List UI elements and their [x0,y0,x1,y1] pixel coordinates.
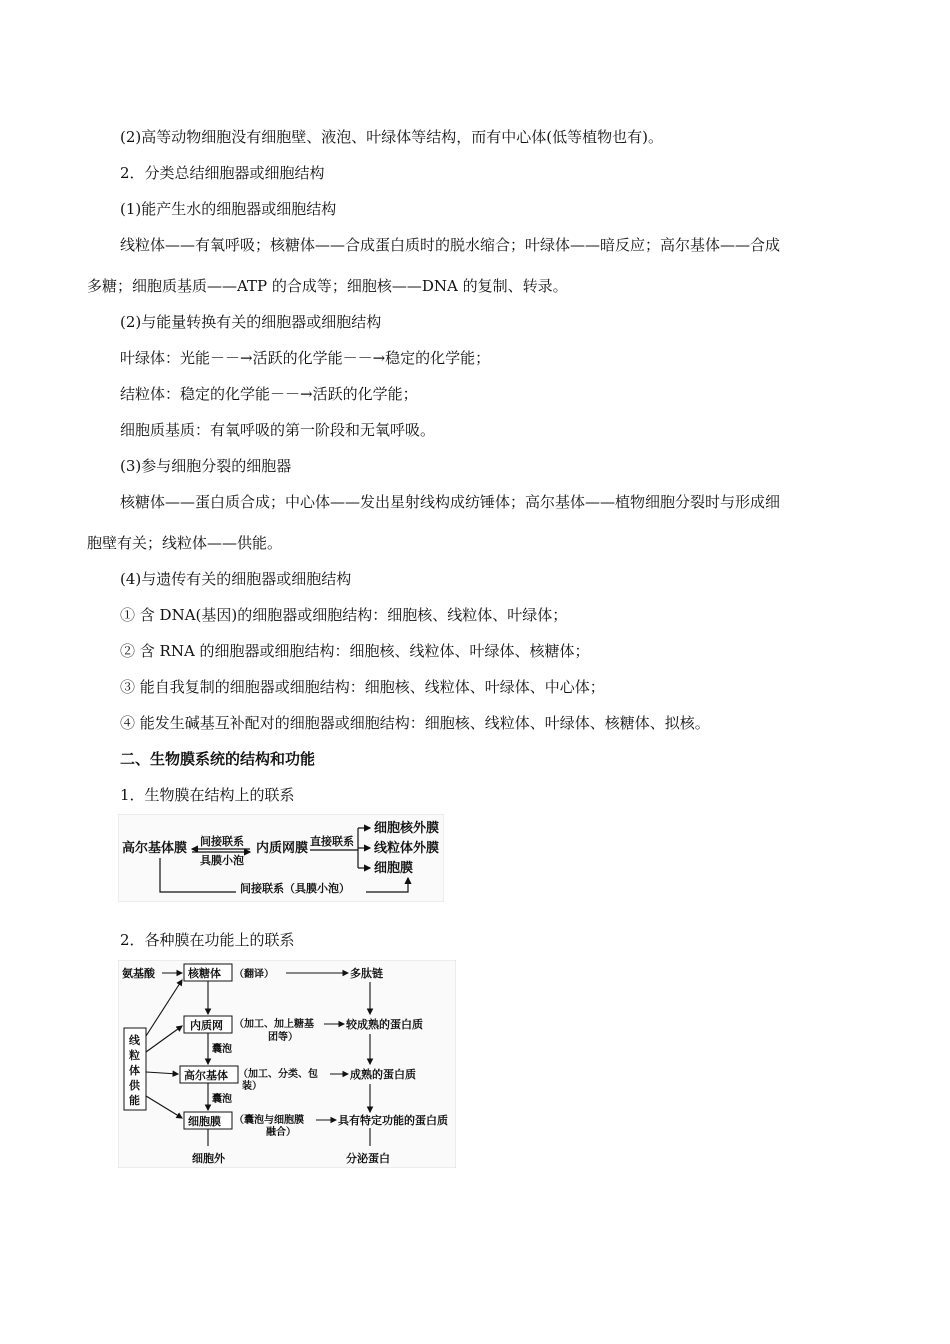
membrane-structure-diagram [118,814,444,902]
indirect-link-label: 间接联系 [200,835,244,848]
mito-membrane-label: 线粒体外膜 [374,841,440,856]
mito-char-2: 粒 [129,1049,140,1062]
amino-acid-label: 氨基酸 [122,967,155,980]
subheading-function: 2．各种膜在功能上的联系 [120,931,295,949]
subheading-water: (1)能产生水的细胞器或细胞结构 [120,200,337,218]
golgi-note-1: （加工、分类、包 [238,1069,318,1080]
list-item-dna: ① 含 DNA(基因)的细胞器或细胞结构：细胞核、线粒体、叶绿体； [120,606,568,624]
nuclear-membrane-label: 细胞核外膜 [374,821,440,836]
list-item-replication: ③ 能自我复制的细胞器或细胞结构：细胞核、线粒体、叶绿体、中心体； [120,678,605,696]
list-item-rna: ② 含 RNA 的细胞器或细胞结构：细胞核、线粒体、叶绿体、核糖体； [120,642,590,660]
mito-char-5: 能 [129,1094,140,1107]
immature-protein-label: 较成熟的蛋白质 [346,1018,423,1031]
vesicle-label: 具膜小泡 [200,854,244,867]
secreted-protein-label: 分泌蛋白 [346,1152,390,1165]
paragraph-cytoplasm: 细胞质基质：有氧呼吸的第一阶段和无氧呼吸。 [120,421,436,439]
er-label: 内质网 [190,1019,223,1032]
subheading-heredity: (4)与遗传有关的细胞器或细胞结构 [120,570,352,588]
polypeptide-label: 多肽链 [350,967,383,980]
golgi-membrane-label: 高尔基体膜 [122,841,188,856]
section-heading-membrane: 二、生物膜系统的结构和功能 [120,750,316,768]
ribosome-label: 核糖体 [188,967,221,980]
bottom-indirect-label: 间接联系（具膜小泡） [240,882,350,895]
list-item-base-pairing: ④ 能发生碱基互补配对的细胞器或细胞结构：细胞核、线粒体、叶绿体、核糖体、拟核。 [120,714,710,732]
paragraph-water-b: 多糖；细胞质基质——ATP 的合成等；细胞核——DNA 的复制、转录。 [87,277,568,295]
subheading-division: (3)参与细胞分裂的细胞器 [120,457,292,475]
er-note-1: （加工、加上糖基 [234,1019,314,1030]
direct-link-label: 直接联系 [310,835,354,848]
golgi-note-2: 装） [242,1081,262,1092]
paragraph-mitochondria: 结粒体：稳定的化学能－－→活跃的化学能； [120,385,418,403]
subheading-structure: 1．生物膜在结构上的联系 [120,786,295,804]
membrane-note-2: 融合） [266,1127,296,1138]
subheading-energy: (2)与能量转换有关的细胞器或细胞结构 [120,313,382,331]
membrane-note-1: （囊泡与细胞膜 [234,1115,304,1126]
vesicle-label-1: 囊泡 [212,1044,232,1055]
paragraph-division-a: 核糖体——蛋白质合成；中心体——发出星射线构成纺锤体；高尔基体——植物细胞分裂时与形成细 [120,493,781,511]
membrane-function-diagram [118,960,456,1168]
mito-char-3: 体 [129,1064,140,1077]
paragraph-chloroplast: 叶绿体：光能－－→活跃的化学能－－→稳定的化学能； [120,349,491,367]
cell-membrane-label: 细胞膜 [188,1115,221,1128]
heading-classification: 2．分类总结细胞器或细胞结构 [120,164,325,182]
vesicle-label-2: 囊泡 [212,1094,232,1105]
er-membrane-label: 内质网膜 [256,841,309,856]
functional-protein-label: 具有特定功能的蛋白质 [338,1114,448,1127]
paragraph-water-a: 线粒体——有氧呼吸；核糖体——合成蛋白质时的脱水缩合；叶绿体——暗反应；高尔基体——合成 [120,236,781,254]
cell-membrane-label: 细胞膜 [374,861,414,876]
paragraph-division-b: 胞壁有关；线粒体——供能。 [87,534,283,552]
paragraph-animal-cell: (2)高等动物细胞没有细胞壁、液泡、叶绿体等结构，而有中心体(低等植物也有)。 [120,128,663,146]
translation-label: （翻译） [234,969,274,980]
mito-char-1: 线 [129,1034,140,1047]
mature-protein-label: 成熟的蛋白质 [350,1068,416,1081]
outside-cell-label: 细胞外 [192,1152,225,1165]
mito-char-4: 供 [129,1079,140,1092]
er-note-2: 团等） [268,1032,298,1043]
golgi-label: 高尔基体 [184,1069,228,1082]
